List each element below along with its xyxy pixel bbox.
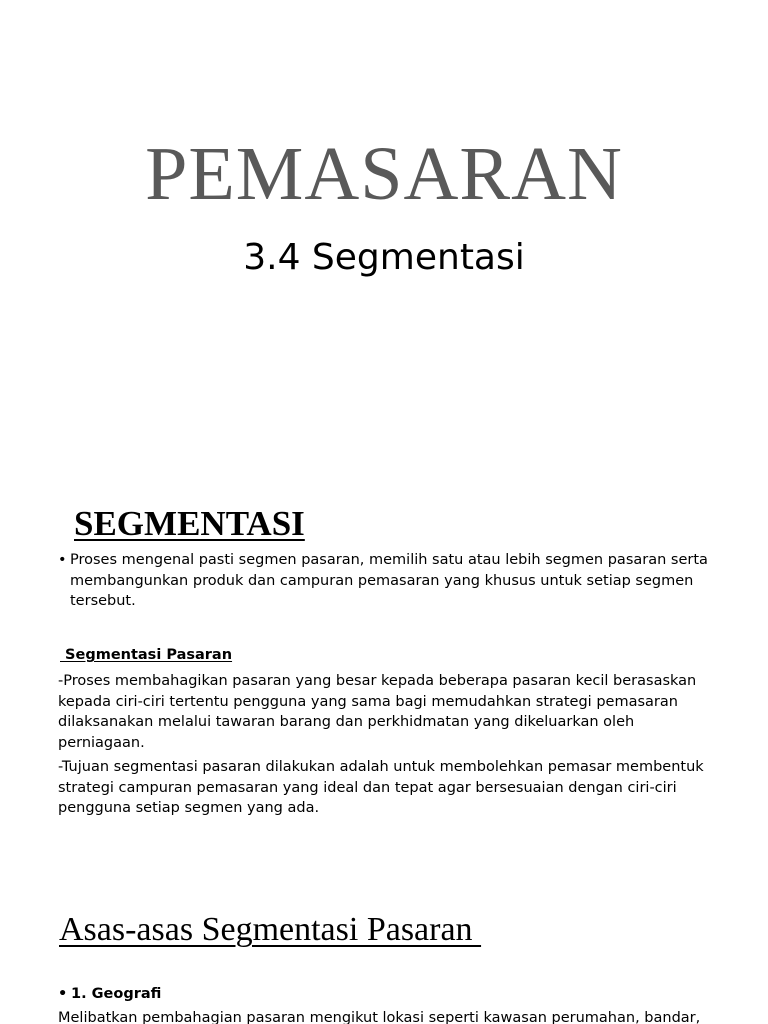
geografi-description: Melibatkan pembahagian pasaran mengikut lokasi seperti kawasan perumahan, bandar, (58, 1010, 701, 1024)
segmentasi-heading: SEGMENTASI (74, 504, 305, 543)
segmentasi-pasaran-paragraph-1: -Proses membahagikan pasaran yang besar kepada beberapa pasaran kecil berasaskan kepada ciri-ciri tertentu pengguna yang sama bagi memudahkan strategi pemasaran dilaksanakan melalui tawaran barang dan perkhidmatan yang dikeluarkan oleh perniagaan. (58, 673, 697, 751)
bullet-icon: • (58, 986, 68, 1002)
asas-segmentasi-heading: Asas-asas Segmentasi Pasaran (59, 911, 482, 948)
segmentasi-bullet-item (58, 550, 718, 612)
page-subtitle: 3.4 Segmentasi (243, 237, 525, 278)
segmentasi-definition: Proses mengenal pasti segmen pasaran, memilih satu atau lebih segmen pasaran serta membangunkan produk dan campuran pemasaran yang khusus untuk setiap segmen tersebut. (70, 552, 708, 609)
geografi-list-item (58, 984, 161, 1005)
bullet-icon: • (58, 552, 67, 568)
page-title: PEMASARAN (145, 132, 623, 216)
segmentasi-pasaran-subheading: Segmentasi Pasaran (60, 647, 233, 663)
bullet-row (58, 550, 718, 612)
geografi-label: 1. Geografi (71, 986, 162, 1002)
segmentasi-pasaran-paragraph-2: -Tujuan segmentasi pasaran dilakukan adalah untuk membolehkan pemasar membentuk strategi campuran pemasaran yang ideal dan tepat agar bersesuaian dengan ciri-ciri pengguna setiap segmen yang ada. (58, 759, 704, 816)
